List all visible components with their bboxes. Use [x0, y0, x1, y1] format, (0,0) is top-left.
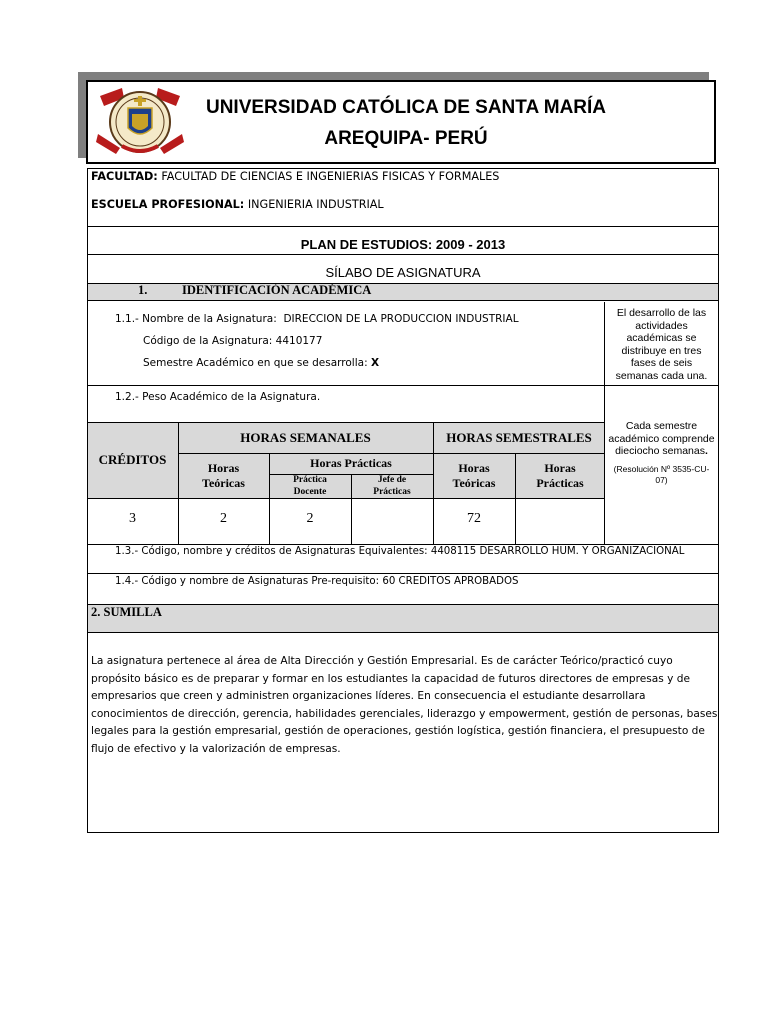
note-semanas [605, 420, 718, 486]
col-label-line: Prácticas [536, 476, 584, 490]
note-dot: . [704, 445, 708, 457]
semestre-academico [143, 357, 379, 369]
sumilla-line: legales para la gestión empresarial, gestión de operaciones, gestión logística, gestión financiera, el presupuesto de [91, 725, 705, 737]
divider [87, 573, 719, 574]
section2-title: 2. SUMILLA [91, 605, 162, 619]
equiv-label: 1.3.- Código, nombre y créditos de Asignaturas Equivalentes: [115, 546, 428, 557]
divider [87, 254, 719, 255]
note-line: semanas cada una. [615, 369, 708, 382]
hours-table [87, 422, 605, 545]
col-creditos: CRÉDITOS [98, 452, 167, 467]
value-teoricas: 2 [220, 511, 227, 526]
escuela-line [91, 198, 384, 211]
asignaturas-equivalentes [115, 546, 684, 557]
note-resolution [605, 464, 718, 486]
col-label-line: Práctica [293, 475, 327, 485]
facultad-label: FACULTAD: [91, 170, 158, 183]
row-divider [178, 453, 605, 454]
note-weeks: dieciocho semanas [615, 445, 705, 457]
silabo-title: SÍLABO DE ASIGNATURA [325, 265, 481, 280]
prereq-value: 60 CREDITOS APROBADOS [382, 576, 519, 587]
university-city: AREQUIPA- PERÚ [324, 128, 488, 149]
col-label-line: Teóricas [202, 476, 245, 490]
codigo-label: Código de la Asignatura: [143, 335, 273, 347]
note-line [605, 445, 718, 458]
note-line: El desarrollo de las [616, 307, 707, 319]
divider [87, 226, 719, 227]
col-sem-teoricas [433, 461, 515, 491]
note-line: actividades [635, 319, 688, 332]
escuela-value: INGENIERIA INDUSTRIAL [247, 198, 384, 211]
col-horas-practicas: Horas Prácticas [310, 456, 392, 470]
university-name: UNIVERSIDAD CATÓLICA DE SANTA MARÍA [205, 97, 607, 118]
col-label-line: Jefe de [377, 475, 407, 485]
asignaturas-prerequisito [115, 576, 518, 587]
divider [604, 544, 719, 545]
note-line: distribuye en tres [621, 344, 702, 357]
codigo-value: 4410177 [275, 335, 323, 347]
note-line: académicas se [626, 332, 697, 344]
note-line: fases de seis [630, 357, 693, 369]
escuela-label: ESCUELA PROFESIONAL: [91, 198, 245, 211]
plan-estudios: PLAN DE ESTUDIOS: 2009 - 2013 [300, 237, 506, 252]
peso-academico: 1.2.- Peso Académico de la Asignatura. [115, 391, 321, 403]
faculty-line [91, 170, 499, 183]
note-fases [605, 307, 718, 382]
col-jefe-practicas [351, 475, 433, 498]
col-label-line: Prácticas [373, 486, 411, 497]
col-label-line: Horas [458, 461, 490, 475]
sumilla-paragraph [91, 653, 718, 758]
value-sem-teoricas: 72 [467, 511, 481, 526]
value-practica-docente: 2 [306, 511, 314, 526]
sumilla-line: flujo de efectivo y la valorización de empresas. [91, 742, 341, 755]
col-label-line: Teóricas [452, 476, 496, 490]
note-line: Cada semestre [625, 420, 698, 432]
sumilla-line: propósito básico es de preparar y formar en los estudiantes la capacidad de futuros directores de empresas y de [91, 672, 691, 685]
note-line: 07) [655, 474, 668, 485]
semestre-value: X [370, 357, 380, 369]
divider [604, 385, 719, 386]
sumilla-line: empresarios que creen y administren organizaciones líderes. En consecuencia el estudiante desarrollara [91, 690, 646, 702]
section1-title: IDENTIFICACIÓN ACADÉMICA [182, 283, 372, 297]
prereq-label: 1.4.- Código y nombre de Asignaturas Pre-requisito: [115, 576, 380, 587]
col-label-line: Docente [293, 486, 327, 497]
equiv-value: 4408115 DESARROLLO HUM. Y ORGANIZACIONAL [430, 546, 685, 557]
section2-header [88, 604, 718, 633]
col-sem-practicas [515, 461, 605, 491]
row-divider [87, 498, 605, 499]
section1-number: 1. [138, 283, 148, 297]
note-line: (Resolución Nº 3535-CU- [613, 463, 710, 474]
nombre-value: DIRECCION DE LA PRODUCCION INDUSTRIAL [283, 313, 519, 325]
university-seal-icon [94, 84, 186, 160]
col-horas-semanales: HORAS SEMANALES [240, 430, 371, 445]
col-horas-teoricas [178, 461, 269, 491]
value-creditos: 3 [129, 511, 136, 526]
facultad-value: FACULTAD DE CIENCIAS E INGENIERIAS FISICAS Y FORMALES [161, 170, 500, 183]
divider [87, 385, 605, 386]
codigo-asignatura [143, 335, 322, 347]
col-horas-semestrales: HORAS SEMESTRALES [446, 430, 592, 445]
col-label-line: Horas [544, 461, 576, 475]
col-label-line: Horas [207, 461, 240, 475]
table-border [87, 544, 605, 545]
sumilla-line: La asignatura pertenece al área de Alta Dirección y Gestión Empresarial. Es de carácter Teórico/practicó cuyo [91, 655, 673, 667]
nombre-asignatura [115, 313, 519, 325]
semestre-label: Semestre Académico en que se desarrolla: [143, 357, 368, 369]
col-practica-docente [269, 475, 351, 498]
note-line: académico comprende [608, 432, 715, 445]
nombre-label: 1.1.- Nombre de la Asignatura: [115, 313, 277, 325]
sumilla-line: conocimientos de dirección, gerencia, habilidades gerenciales, liderazgo y empowerment, gestión de personas, bases [91, 707, 718, 720]
